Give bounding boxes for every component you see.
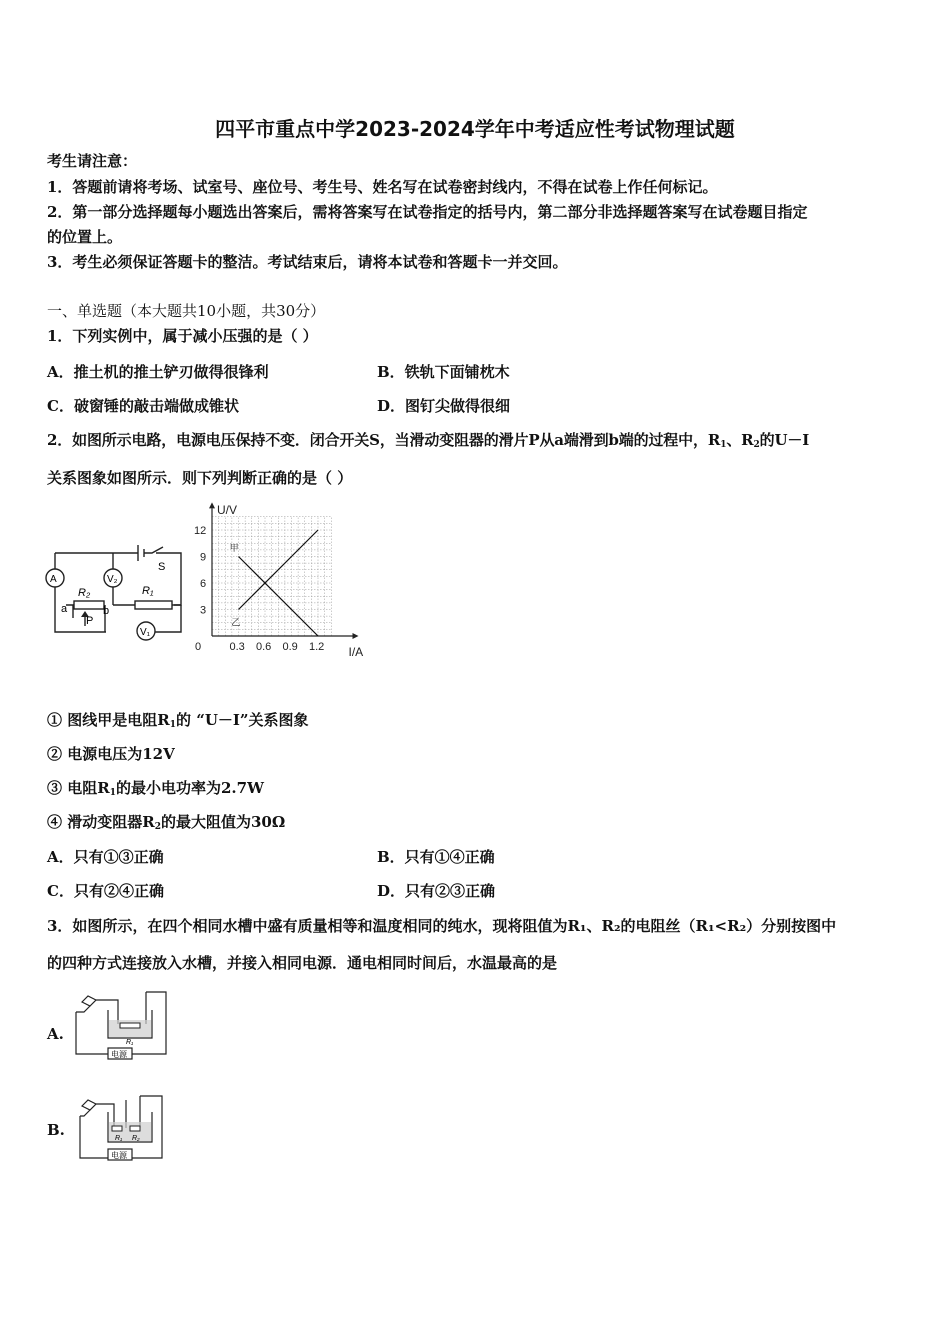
series-label-jia: 甲 [229, 543, 239, 554]
q3-option-b-figure [74, 1094, 170, 1164]
q2-circuit-diagram [44, 540, 190, 644]
terminal-a-label: a [61, 603, 68, 615]
switch-label: S [158, 561, 166, 573]
q2-option-a[interactable]: A．只有①③正确 [47, 848, 164, 866]
notice-item-2-cont: 的位置上。 [47, 228, 123, 246]
notice-item-2: 2．第一部分选择题每小题选出答案后，需将答案写在试卷指定的括号内，第二部分非选择题答案写在试卷题目指定 [47, 203, 808, 221]
q3-option-b-label[interactable]: B. [47, 1121, 65, 1139]
q3-stem-line2: 的四种方式连接放入水槽，并接入相同电源．通电相同时间后，水温最高的是 [47, 954, 558, 972]
x-axis-label: I/A [348, 645, 364, 659]
x-tick-label: 1.2 [309, 641, 325, 653]
q1-stem: 1．下列实例中，属于减小压强的是（ ） [47, 327, 318, 345]
q3-stem-line1: 3．如图所示，在四个相同水槽中盛有质量相等和温度相同的纯水，现将阻值为R₁、R₂的电阻丝（R₁<R₂）分别按图中 [47, 917, 837, 935]
q3-a-power-label: 电源 [111, 1050, 127, 1059]
q1-option-d[interactable]: D．图钉尖做得很细 [377, 397, 511, 415]
q1-option-c[interactable]: C．破窗锤的敲击端做成锥状 [47, 397, 239, 415]
y-axis-arrow-icon [209, 502, 215, 508]
q2-option-c[interactable]: C．只有②④正确 [47, 882, 164, 900]
series-label-yi: 乙 [231, 617, 241, 628]
notice-item-1: 1．答题前请将考场、试室号、座位号、考生号、姓名写在试卷密封线内，不得在试卷上作任何标记。 [47, 178, 718, 196]
y-axis-label: U/V [217, 503, 238, 517]
y-tick-label: 12 [194, 525, 207, 537]
notice-item-3: 3．考生必须保证答题卡的整洁。考试结束后，请将本试卷和答题卡一并交回。 [47, 253, 568, 271]
y-tick-label: 6 [200, 578, 207, 590]
resistor-r2-icon [74, 601, 104, 609]
slider-p-label: P [86, 615, 94, 627]
q3-b-r1-label: R₁ [115, 1135, 123, 1142]
ammeter-label: A [50, 574, 57, 585]
section-heading: 一、单选题（本大题共10小题，共30分） [47, 302, 326, 320]
x-tick-label: 0.3 [229, 641, 245, 653]
q3-option-a-figure [74, 990, 170, 1060]
q2-option-b[interactable]: B．只有①④正确 [377, 848, 495, 866]
terminal-b-label: b [103, 605, 110, 617]
q2-option-d[interactable]: D．只有②③正确 [377, 882, 496, 900]
q2-statement-3: ③ 电阻$R_1$的最小电功率为2.7W [47, 779, 264, 798]
x-tick-label: 0.9 [282, 641, 298, 653]
q2-statement-2: ② 电源电压为12V [47, 745, 175, 763]
page-title: 四平市重点中学2023-2024学年中考适应性考试物理试题 [215, 117, 735, 141]
v1-label: V₁ [140, 627, 151, 638]
q2-statement-1: ① 图线甲是电阻$R_1$的 “U－I”关系图象 [47, 711, 309, 730]
q3-a-r1-label: R₁ [126, 1039, 134, 1046]
x-axis-arrow-icon [353, 633, 359, 639]
q2-ui-graph [190, 500, 370, 665]
resistor-r1-icon [135, 601, 172, 609]
q1-option-b[interactable]: B．铁轨下面铺枕木 [377, 363, 510, 381]
q3-option-a-label[interactable]: A. [47, 1025, 64, 1043]
y-tick-label: 3 [200, 604, 207, 617]
q1-option-a[interactable]: A．推土机的推土铲刃做得很锋利 [47, 363, 269, 381]
notice-heading: 考生请注意： [47, 152, 138, 170]
origin-label: 0 [195, 641, 202, 653]
q2-statement-4: ④ 滑动变阻器$R_2$的最大阻值为30Ω [47, 813, 286, 832]
q2-stem-line1: 2．如图所示电路，电源电压保持不变．闭合开关S，当滑动变阻器的滑片P从a端滑到b端的过程中，$R_1$、$R_2$的U－I [47, 431, 810, 450]
v2-label: V₂ [107, 574, 118, 585]
x-tick-label: 0.6 [256, 641, 272, 653]
q2-stem-line2: 关系图象如图所示．则下列判断正确的是（ ） [47, 469, 353, 487]
r2-label: R₂ [78, 587, 91, 599]
q3-b-power-label: 电源 [111, 1151, 127, 1160]
y-tick-label: 9 [200, 551, 207, 564]
q3-b-r2-label: R₂ [132, 1135, 140, 1142]
r1-label: R₁ [142, 585, 154, 597]
